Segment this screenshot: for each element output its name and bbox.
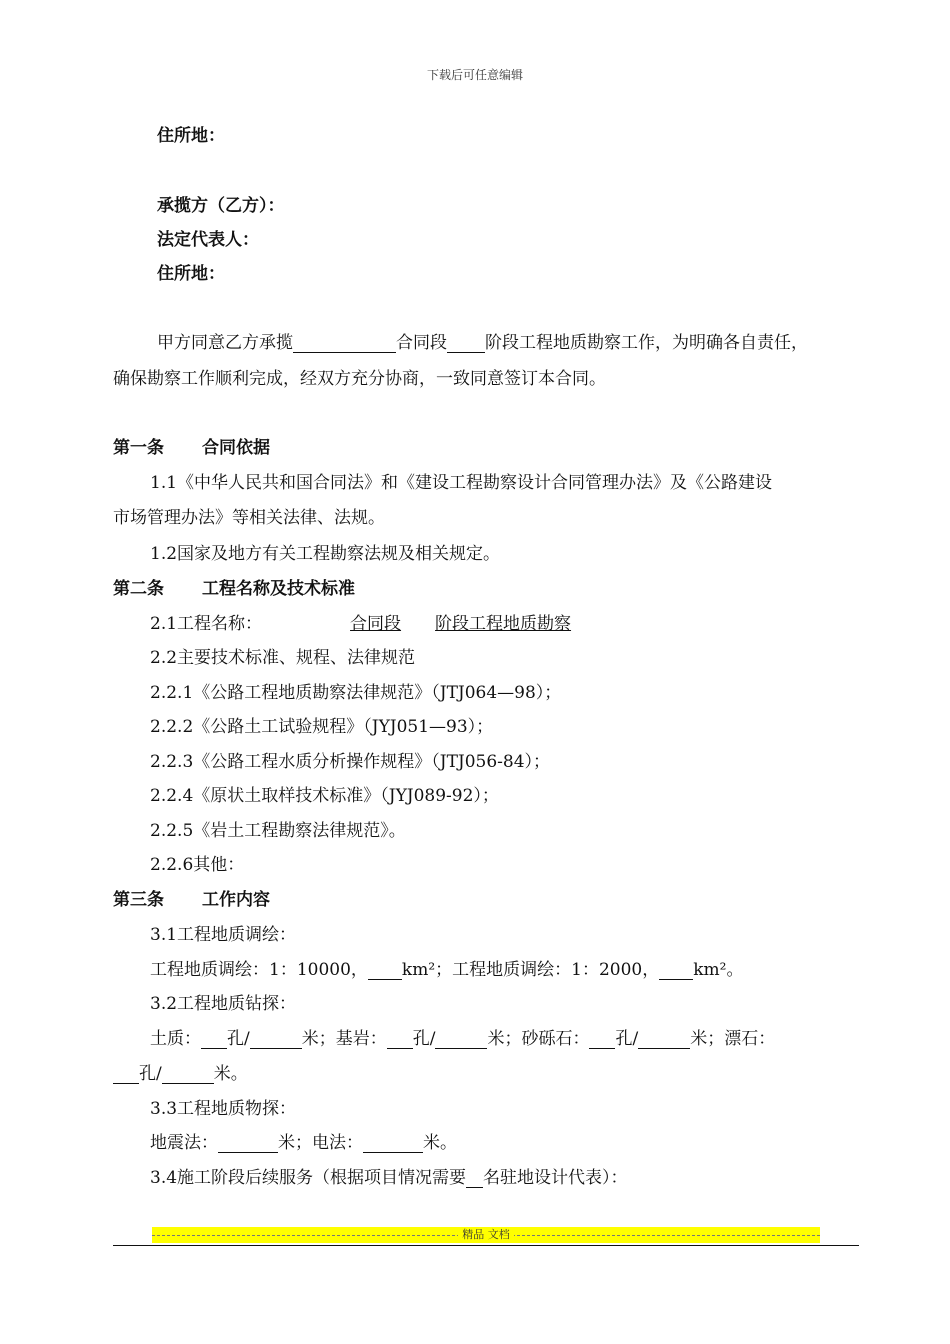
legal-rep-label: 法定代表人： (157, 230, 259, 250)
project-name-value[interactable]: 合同段 阶段工程地质勘察 (350, 614, 572, 634)
section-3-1: 3.1工程地质调绘： (150, 925, 297, 945)
standard-item: 2.2.3《公路工程水质分析操作规程》（JTJ056-84）； (150, 752, 551, 772)
area-blank[interactable] (368, 962, 402, 980)
meter-blank[interactable] (638, 1031, 690, 1049)
hole-blank[interactable] (387, 1031, 413, 1049)
contractor-label: 承揽方（乙方）： (157, 196, 285, 216)
project-name-label: 2.1工程名称： (150, 614, 263, 634)
article1-p2: 1.2国家及地方有关工程勘察法规及相关规定。 (150, 544, 501, 564)
standard-item: 2.2.6其他： (150, 855, 245, 875)
meter-blank[interactable] (162, 1066, 214, 1084)
section-3-2: 3.2工程地质钻探： (150, 994, 297, 1014)
mapping-line (150, 960, 743, 980)
article3-heading (113, 890, 270, 910)
article1-heading (113, 438, 270, 458)
meter-blank[interactable] (435, 1031, 487, 1049)
geophysics-line: 地震法： 米；电法： 米。 (150, 1133, 457, 1153)
drilling-line-1: 土质： 孔/ 米；基岩： 孔/ 米；砂砾石： 孔/ 米；漂石： (150, 1029, 776, 1049)
section-3-4: 3.4施工阶段后续服务（根据项目情况需要 名驻地设计代表）： (150, 1168, 628, 1188)
article3-num: 第三条 (113, 890, 164, 910)
rep-count-blank[interactable] (466, 1170, 483, 1188)
drilling-line-2: 孔/ 米。 (113, 1064, 248, 1084)
article2-num: 第二条 (113, 579, 164, 599)
intro-line-1 (157, 333, 808, 353)
hole-blank[interactable] (589, 1031, 615, 1049)
footer-rule (113, 1245, 859, 1246)
meter-blank[interactable] (250, 1031, 302, 1049)
footer-banner (152, 1227, 820, 1243)
intro-part2: 合同段 (396, 333, 447, 353)
hole-blank[interactable] (201, 1031, 227, 1049)
project-name-line (150, 614, 571, 634)
page-header: 下载后可任意编辑 (426, 68, 523, 82)
mapping-unit: km²。 (693, 960, 744, 980)
meter-blank[interactable] (363, 1135, 423, 1153)
meter-blank[interactable] (218, 1135, 278, 1153)
intro-part1: 甲方同意乙方承揽 (157, 333, 293, 353)
address-label-2: 住所地： (157, 264, 225, 284)
article1-num: 第一条 (113, 438, 164, 458)
intro-line-2: 确保勘察工作顺利完成，经双方充分协商，一致同意签订本合同。 (113, 369, 606, 389)
intro-part3: 阶段工程地质勘察工作，为明确各自责任， (485, 333, 808, 353)
section-3-3: 3.3工程地质物探： (150, 1099, 297, 1119)
article1-p1-line1: 1.1《中华人民共和国合同法》和《建设工程勘察设计合同管理办法》及《公路建设 (150, 473, 773, 493)
standard-item: 2.2.2《公路土工试验规程》（JYJ051—93）； (150, 717, 494, 737)
standard-item: 2.2.5《岩土工程勘察法律规范》。 (150, 821, 406, 841)
article3-title: 工作内容 (202, 890, 270, 910)
hole-blank[interactable] (113, 1066, 139, 1084)
article2-p2: 2.2主要技术标准、规程、法律规范 (150, 648, 416, 668)
area-blank[interactable] (659, 962, 693, 980)
contract-blank[interactable] (293, 335, 396, 353)
address-label-1: 住所地： (157, 126, 225, 146)
mapping-scale-2: km²；工程地质调绘：1：2000， (401, 960, 660, 980)
mapping-scale-1: 工程地质调绘：1：10000， (150, 960, 368, 980)
standard-item: 2.2.4《原状土取样技术标准》（JYJ089-92）； (150, 786, 499, 806)
article2-heading (113, 579, 355, 599)
article1-p1-line2: 市场管理办法》等相关法律、法规。 (113, 508, 385, 528)
article2-title: 工程名称及技术标准 (202, 579, 355, 599)
standard-item: 2.2.1《公路工程地质勘察法律规范》（JTJ064—98）； (150, 683, 562, 703)
article1-title: 合同依据 (202, 438, 270, 458)
footer-text: 精品 文档 (458, 1228, 514, 1241)
stage-blank[interactable] (447, 335, 485, 353)
